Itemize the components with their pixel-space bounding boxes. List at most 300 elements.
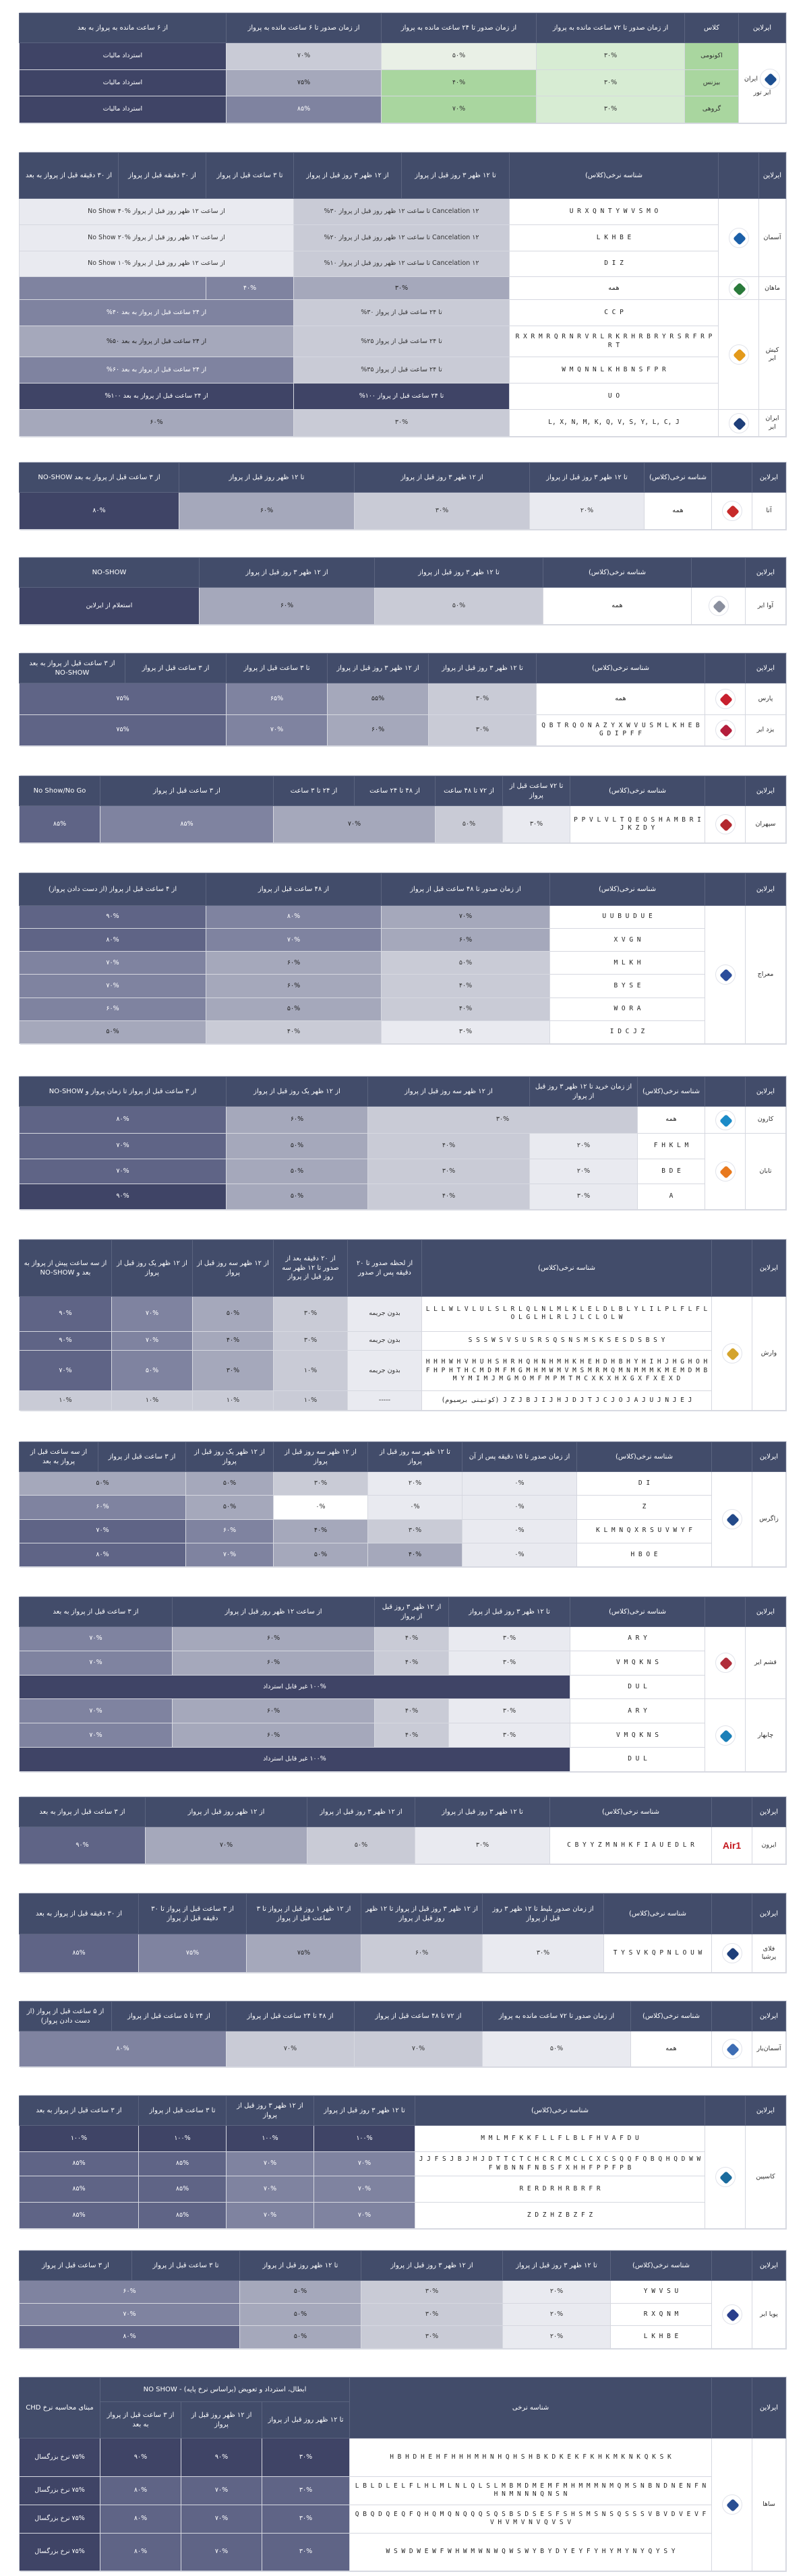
value-cell: ۷۵% نرخ بزرگسال xyxy=(20,2533,100,2571)
value-cell: ۶۰% xyxy=(328,714,429,746)
col-header: از ۳ ساعت قبل از پرواز به بعد NO-SHOW xyxy=(20,463,179,493)
airline-name: پویا ایر xyxy=(752,2281,786,2349)
col-header: از ۱۲ ظهر یک روز قبل از پرواز xyxy=(227,1077,368,1107)
class-cell: T Y S V K Q P N L O U W xyxy=(604,1934,712,1973)
value-cell: ۸۵% xyxy=(227,96,382,123)
logo-cell xyxy=(712,2281,752,2349)
logo-cell xyxy=(712,1472,752,1567)
value-cell: ۳۰% xyxy=(361,2303,503,2326)
class-cell: J Z J B J I J H J D J T J C J O J A J U J N J E J (کوتینی برسیوم) xyxy=(422,1391,712,1411)
value-cell: استرداد مالیات xyxy=(20,43,227,70)
logo-cell xyxy=(712,493,752,530)
value-cell: ۷۰% xyxy=(181,2505,262,2533)
col-header: ایرلاین xyxy=(746,776,786,806)
value-cell: ۷۰% xyxy=(20,2303,240,2326)
col-header: شناسه نرخی(کلاس) xyxy=(550,1798,712,1827)
value-cell: ۰% xyxy=(462,1543,577,1566)
table-iranair-tour xyxy=(20,12,787,124)
value-cell: Cancelation ۱۲ تا ساعت ۱۲ ظهر روز قبل از پرواز ۲۰% xyxy=(294,224,510,251)
col-header: شناسه نرخی(کلاس) xyxy=(510,153,719,199)
col-header: از زمان خرید تا ۱۲ ظهر ۳ روز قبل از پرواز xyxy=(530,1077,638,1107)
value-cell: ۷۰% xyxy=(382,906,550,929)
airline-name: ایرون xyxy=(752,1827,786,1864)
value-cell: ۵۰% xyxy=(227,1159,368,1184)
value-cell-empty xyxy=(20,277,206,300)
value-cell: ۸۵% xyxy=(139,2152,227,2176)
col-header: از ۱۲ ظهر ۱ روز قبل از پرواز تا ۳ ساعت قبل از پرواز xyxy=(247,1894,361,1934)
value-cell: ۸۰% xyxy=(20,2326,240,2349)
airline-name: معراج xyxy=(746,906,786,1044)
class-cell: اکونومی xyxy=(685,43,739,70)
value-cell: ۸۵% xyxy=(20,2152,139,2176)
value-cell: از ساعت ۱۲ ظهر روز قبل از پرواز No Show ۴۰% xyxy=(20,199,294,225)
value-cell: ۷۵% نرخ بزرگسال xyxy=(20,2476,100,2505)
airline-name: آوا ایر xyxy=(746,588,786,625)
col-header-group: ابطال، استرداد و تعویض (براساس نرخ پایه) - NO SHOW xyxy=(100,2378,350,2402)
value-cell: ۷۰% xyxy=(20,1519,186,1543)
value-cell: تا ۲۴ ساعت قبل از پرواز ۲۵% xyxy=(294,326,510,357)
class-cell: B Y S E xyxy=(550,975,705,998)
table-sepehran xyxy=(20,775,787,844)
col-header: تا ۱۲ ظهر سه روز قبل از پرواز xyxy=(368,1442,462,1472)
class-cell: Y W V S U xyxy=(611,2281,712,2304)
value-cell: Cancelation ۱۲ تا ساعت ۱۲ ظهر روز قبل از پرواز ۳۰% xyxy=(294,199,510,225)
col-header-logo xyxy=(712,1442,752,1472)
class-cell: A R Y xyxy=(570,1627,705,1651)
logo-cell xyxy=(705,1699,746,1772)
col-header: از ۱۲ ظهر ۳ روز قبل از پرواز xyxy=(328,654,429,683)
col-header: شناسه نرخی(کلاس) xyxy=(550,873,705,906)
value-cell: ۸۵% xyxy=(20,2176,139,2203)
value-cell: ۵۵% xyxy=(328,683,429,715)
col-header: از سه ساعت قبل از پرواز به بعد xyxy=(20,1442,98,1472)
col-header-logo xyxy=(692,558,746,588)
value-cell: ۶۵% xyxy=(227,683,328,715)
class-cell: B D E xyxy=(638,1159,705,1184)
airline-name: کاسپین xyxy=(746,2126,786,2229)
value-cell: ۳۰% xyxy=(449,1651,570,1675)
value-cell: ۳۰% xyxy=(294,277,510,300)
col-header: تا ۳ ساعت قبل از پرواز xyxy=(206,153,294,199)
col-header-logo xyxy=(712,2002,752,2031)
logo-cell xyxy=(719,300,759,410)
value-cell: ۳۰% xyxy=(503,806,570,843)
col-header: شناسه نرخی(کلاس) xyxy=(537,654,705,683)
class-cell: X V G N xyxy=(550,929,705,952)
col-header-logo xyxy=(712,1894,752,1934)
value-cell: ۸۵% xyxy=(20,1934,139,1973)
value-cell: ۳۰% xyxy=(449,1723,570,1748)
col-header: ایرلاین xyxy=(746,1077,786,1107)
airline-name: پارس xyxy=(746,683,786,715)
value-cell: ۷۰% xyxy=(181,2533,262,2571)
col-header: از ۳ ساعت قبل از پرواز تا زمان پرواز و NO-SHOW xyxy=(20,1077,227,1107)
value-cell: استعلام از ایرلاین xyxy=(20,588,200,625)
table-karon-taban xyxy=(20,1076,787,1210)
col-header: تا ۳ ساعت قبل از پرواز xyxy=(132,2251,240,2281)
col-header: از ۲۰ دقیقه بعد از صدور تا ۱۲ ظهر سه روز قبل از پرواز xyxy=(274,1240,348,1297)
value-cell: ۸۰% xyxy=(206,906,382,929)
col-header: از ۳۰ دقیقه قبل از پرواز به بعد xyxy=(20,153,119,199)
col-header: از ۱۲ ظهر سه روز قبل از پرواز xyxy=(193,1240,274,1297)
col-header: ایرلاین xyxy=(752,1894,786,1934)
value-cell: استرداد مالیات xyxy=(20,96,227,123)
value-cell: ۷۰% xyxy=(274,806,436,843)
value-cell: ۷۰% xyxy=(112,1297,193,1332)
col-header: شناسه نرخی(کلاس) xyxy=(415,2096,705,2126)
value-cell: ۳۰% xyxy=(262,2533,350,2571)
value-cell: ۵۰% xyxy=(20,1472,186,1496)
col-header: از ۳ ساعت قبل از پرواز xyxy=(125,654,227,683)
value-cell: ۷۵% xyxy=(20,683,227,715)
table-varesh xyxy=(20,1239,787,1411)
col-header: از ۳ ساعت قبل از پرواز xyxy=(98,1442,186,1472)
col-header: از ۴ ساعت قبل از پرواز (از دست دادن پرواز) xyxy=(20,873,206,906)
col-header: از زمان صدور بلیط تا ۱۲ ظهر ۳ روز قبل از پرواز xyxy=(483,1894,604,1934)
value-cell: ۱۰۰% xyxy=(227,2126,314,2152)
value-cell: ۲۰% xyxy=(530,493,645,530)
col-header: از زمان صدور تا ۷۲ ساعت مانده به پرواز xyxy=(537,13,685,43)
class-cell: V M Q K N S xyxy=(570,1723,705,1748)
class-cell: R X R M R Q R N R V R L R K R H R B R Y R S R F R P R T xyxy=(510,326,719,357)
value-cell: ۷۰% xyxy=(20,975,206,998)
col-header: ایرلاین xyxy=(752,1798,786,1827)
col-header: ایرلاین xyxy=(746,873,786,906)
value-cell: ۱۰۰% غیر قابل استرداد xyxy=(20,1675,570,1699)
flypersia-logo-icon xyxy=(722,1943,742,1963)
logo-cell xyxy=(705,1134,746,1210)
value-cell: ۵۰% xyxy=(20,1020,206,1043)
value-cell: ۷۰% xyxy=(227,2176,314,2203)
col-header-logo xyxy=(705,1597,746,1627)
value-cell: ۵۰% xyxy=(274,1543,368,1566)
value-cell: ۳۰% xyxy=(361,2326,503,2349)
table-airone xyxy=(20,1796,787,1865)
airline-name: ایران ایر تور xyxy=(744,75,771,96)
class-cell: D U L xyxy=(570,1748,705,1772)
value-cell: ۳۰% xyxy=(449,1699,570,1723)
table-qeshm-chabahar xyxy=(20,1596,787,1773)
class-cell: L L L W L V L U L S L R L Q L N L M L K L E L D L B L Y L I L P L F L F L O L G L H L R L J L C L O L W xyxy=(422,1297,712,1332)
logo-cell xyxy=(705,806,746,843)
col-header: از ۱۲ ظهر سه روز قبل از پرواز xyxy=(368,1077,530,1107)
class-cell: A R Y xyxy=(570,1699,705,1723)
value-cell: ۳۰% xyxy=(537,96,685,123)
value-cell: ۶۰% xyxy=(200,588,375,625)
value-cell: بدون جریمه xyxy=(348,1351,422,1391)
taban-logo-icon xyxy=(715,1161,736,1182)
value-cell: ۷۰% xyxy=(146,1827,307,1864)
class-cell: W O R A xyxy=(550,998,705,1020)
value-cell: ۳۰% xyxy=(415,1827,550,1864)
value-cell: ۷۰% xyxy=(227,2031,355,2067)
col-header: از ساعت ۱۲ ظهر روز قبل از پرواز xyxy=(173,1597,375,1627)
value-cell: ۸۰% xyxy=(20,1107,227,1134)
col-header: تا ۱۲ ظهر ۳ روز قبل از پرواز xyxy=(415,1798,550,1827)
value-cell: ۰% xyxy=(274,1496,368,1519)
value-cell: ۲۰% xyxy=(503,2303,611,2326)
value-cell: ۳۰% xyxy=(530,1184,638,1210)
col-header: شناسه نرخی(کلاس) xyxy=(645,463,712,493)
airline-name: کارون xyxy=(746,1107,786,1134)
value-cell: ۵۰% xyxy=(206,998,382,1020)
value-cell: ۶۰% xyxy=(20,2281,240,2304)
class-cell: R E R D R H R B R F R xyxy=(415,2176,705,2203)
value-cell: ۵۰% xyxy=(375,588,543,625)
logo-cell xyxy=(712,2439,752,2571)
logo-cell xyxy=(705,683,746,715)
value-cell: ۴۰% xyxy=(382,69,537,96)
col-header: شناسه نرخی(کلاس) xyxy=(604,1894,712,1934)
value-cell: ۷۰% xyxy=(20,1699,173,1723)
airline-name: آسمان xyxy=(759,199,786,277)
value-cell: ۳۰% xyxy=(274,1297,348,1332)
col-header: ایرلاین xyxy=(746,1597,786,1627)
class-cell: M L K H xyxy=(550,952,705,975)
col-header: از زمان صدور تا ۲۴ ساعت مانده به پرواز xyxy=(382,13,537,43)
value-cell: ۵۰% xyxy=(186,1496,274,1519)
value-cell: ۷۵% نرخ بزرگسال xyxy=(20,2505,100,2533)
value-cell: ۳۰% xyxy=(382,1020,550,1043)
col-header: تا ۱۲ ظهر روز قبل از پرواز xyxy=(262,2402,350,2439)
value-cell: ۴۰% xyxy=(382,975,550,998)
value-cell: ۷۰% xyxy=(181,2476,262,2505)
col-header: ایرلاین xyxy=(752,2251,786,2281)
value-cell: ۶۰% xyxy=(20,410,294,437)
value-cell: ۳۰% xyxy=(429,714,537,746)
class-cell: همه xyxy=(638,1107,705,1134)
logo-cell xyxy=(712,2031,752,2067)
zagros-logo-icon xyxy=(722,1509,742,1529)
col-header: شناسه نرخی(کلاس) xyxy=(570,776,705,806)
col-header: از ۶ ساعت مانده به پرواز به بعد xyxy=(20,13,227,43)
col-header: تا ۱۲ ظهر ۳ روز قبل از پرواز xyxy=(314,2096,415,2126)
value-cell: ۱۰% xyxy=(274,1391,348,1411)
pars-logo-icon xyxy=(715,689,736,709)
value-cell: ۹۰% xyxy=(20,1827,146,1864)
logo-cell xyxy=(712,1827,752,1864)
airline-name: یزد ایر xyxy=(746,714,786,746)
class-cell: همه xyxy=(543,588,692,625)
class-cell: C C P xyxy=(510,300,719,326)
table-avaair xyxy=(20,557,787,625)
varesh-logo-icon xyxy=(722,1343,742,1363)
value-cell: ۵۰% xyxy=(227,1134,368,1159)
col-header: ایرلاین xyxy=(746,558,786,588)
value-cell: ۹۰% xyxy=(20,1331,112,1351)
class-cell: بیزنس xyxy=(685,69,739,96)
class-cell: همه xyxy=(631,2031,712,2067)
col-header: از زمان صدور تا ۱۵ دقیقه پس از آن xyxy=(462,1442,577,1472)
value-cell: ۴۰% xyxy=(368,1184,530,1210)
col-header: از ۱۲ ظهر ۳ روز قبل از پرواز xyxy=(227,2096,314,2126)
iranairtour-logo-icon xyxy=(760,69,780,89)
class-cell: J J F S J B J H J D T T C T C H C R C M C L C X C S Q Q F Q B Q H Q D W W F W B N N F N B S F X H H F P P F P B xyxy=(415,2152,705,2176)
value-cell: ۱۰۰% xyxy=(20,2126,139,2152)
value-cell: ۸۵% xyxy=(100,806,274,843)
value-cell: ۳۰% xyxy=(262,2439,350,2477)
col-header-logo xyxy=(705,873,746,906)
class-cell: گروهی xyxy=(685,96,739,123)
col-header: از سه ساعت پیش از پرواز به بعد و NO-SHOW xyxy=(20,1240,112,1297)
class-cell: M M L M F K K F L L F L B L F H V A F D U xyxy=(415,2126,705,2152)
value-cell: ۵۰% xyxy=(382,43,537,70)
value-cell: ۳۰% xyxy=(274,1331,348,1351)
table-pars-yazd xyxy=(20,652,787,747)
value-cell: ۴۰% xyxy=(193,1331,274,1351)
value-cell: ۷۰% xyxy=(227,43,382,70)
value-cell: ۴۰% xyxy=(375,1651,449,1675)
col-header: از ۲۴ تا ۳ ساعت xyxy=(274,776,355,806)
value-cell: ۷۰% xyxy=(227,714,328,746)
airline-name: آسمان‌یار xyxy=(752,2031,786,2067)
col-header: تا ۱۲ ظهر ۳ روز قبل از پرواز xyxy=(375,558,543,588)
col-header-logo xyxy=(705,654,746,683)
col-header: کلاس xyxy=(685,13,739,43)
airline-name: کیش ایر xyxy=(759,300,786,410)
col-header: از ۴۸ ساعت قبل از پرواز xyxy=(206,873,382,906)
col-header: شناسه نرخی(کلاس) xyxy=(422,1240,712,1297)
col-header: ایرلاین xyxy=(739,13,786,43)
class-cell: Z D Z H Z B Z F Z xyxy=(415,2203,705,2229)
value-cell: تا ۲۴ ساعت قبل از پرواز ۳۵% xyxy=(294,357,510,384)
class-cell: H H H W H V H U H S H R H Q H N H M H K H E H D H B H Y H I H J H G H O H F H P H T H C M D M F M G M H M W M V M S M R M Q M N M M M K M E M D M B M Y M I M J M G M O M F M P M T M C X K X H X G X F X E X D xyxy=(422,1351,712,1391)
value-cell: تا ۲۴ ساعت قبل از پرواز ۳۰% xyxy=(294,300,510,326)
value-cell: ۸۰% xyxy=(100,2533,181,2571)
col-header: ایرلاین xyxy=(746,2096,786,2126)
logo-cell xyxy=(705,906,746,1044)
col-header-logo xyxy=(712,1240,752,1297)
table-meraj xyxy=(20,872,787,1045)
col-header: از لحظه صدور تا ۲۰ دقیقه پس از صدور xyxy=(348,1240,422,1297)
value-cell: ۸۰% xyxy=(100,2476,181,2505)
value-cell: ۷۵% نرخ بزرگسال xyxy=(20,2439,100,2477)
value-cell: ۸۵% xyxy=(139,2203,227,2229)
value-cell: ۶۰% xyxy=(382,929,550,952)
col-header: تا ۱۲ ظهر روز قبل از پرواز xyxy=(240,2251,361,2281)
value-cell: ۸۰% xyxy=(20,929,206,952)
table-asemanyar xyxy=(20,2000,787,2068)
value-cell: از ۲۴ ساعت قبل از پرواز به بعد ۵۰% xyxy=(20,326,294,357)
class-cell: L K H B E xyxy=(510,224,719,251)
class-cell: D U L xyxy=(570,1675,705,1699)
airline-name: آتا xyxy=(752,493,786,530)
class-cell: C B Y Y Z M N H K F I A U E D L R xyxy=(550,1827,712,1864)
col-header-logo xyxy=(712,2251,752,2281)
value-cell: ۷۰% xyxy=(314,2203,415,2229)
value-cell: ۹۰% xyxy=(100,2439,181,2477)
logo-cell xyxy=(712,1297,752,1411)
value-cell: ۷۰% xyxy=(206,929,382,952)
ata-logo-icon xyxy=(722,501,742,521)
table-zagros xyxy=(20,1441,787,1568)
col-header-logo xyxy=(719,153,759,199)
col-header: از ۷۲ تا ۴۸ ساعت قبل از پرواز xyxy=(355,2002,483,2031)
value-cell: ۳۰% xyxy=(449,1627,570,1651)
col-header: ایرلاین xyxy=(752,2002,786,2031)
airline-name: ایران ایر xyxy=(759,410,786,437)
value-cell: از ۲۴ ساعت قبل از پرواز به بعد ۴۰% xyxy=(20,300,294,326)
value-cell: ۵۰% xyxy=(436,806,503,843)
col-header-logo xyxy=(705,2096,746,2126)
col-header: شناسه نرخی(کلاس) xyxy=(543,558,692,588)
value-cell: ۷۰% xyxy=(382,96,537,123)
value-cell: ۰% xyxy=(462,1496,577,1519)
class-cell: W M Q N N L K H B N S F P R xyxy=(510,357,719,384)
table-aseman-group xyxy=(20,152,787,437)
col-header: از ۱۲ ظهر یک روز قبل از پرواز xyxy=(112,1240,193,1297)
value-cell: ۵۰% xyxy=(483,2031,631,2067)
value-cell: ۷۰% xyxy=(227,2152,314,2176)
airone-logo-icon: Air1 xyxy=(722,1839,742,1851)
value-cell: ۳۰% xyxy=(483,1934,604,1973)
value-cell: تا ۲۴ ساعت قبل از پرواز ۱۰۰% xyxy=(294,384,510,410)
airline-name: چابهار xyxy=(746,1699,786,1772)
value-cell: از ساعت ۱۲ ظهر روز قبل از پرواز No Show ۲۰% xyxy=(20,224,294,251)
karon-logo-icon xyxy=(715,1110,736,1130)
col-header: از ۱۲ ظهر ۳ روز قبل از پرواز xyxy=(200,558,375,588)
col-header: مبنای محاسبه نرخ CHD xyxy=(20,2378,100,2439)
logo-cell xyxy=(705,1627,746,1699)
col-header: از ۳ ساعت قبل از پرواز به بعد xyxy=(20,2096,139,2126)
value-cell: ۷۰% xyxy=(20,1723,173,1748)
col-header: از ۱۲ ظهر سه روز قبل از پرواز xyxy=(274,1442,368,1472)
value-cell: ۴۰% xyxy=(375,1699,449,1723)
logo-cell xyxy=(705,2126,746,2229)
value-cell: ۷۰% xyxy=(20,1159,227,1184)
value-cell: ۷۰% xyxy=(20,1627,173,1651)
value-cell: ۸۵% xyxy=(139,2176,227,2203)
class-cell: Q B T R Q O N A Z Y X W V U S M L K H E B G D I P F F xyxy=(537,714,705,746)
col-header: شناسه نرخی xyxy=(350,2378,712,2439)
value-cell: ۶۰% xyxy=(206,952,382,975)
col-header: از ۳۰ دقیقه قبل از پرواز xyxy=(119,153,206,199)
logo-cell xyxy=(719,277,759,300)
col-header: ایرلاین xyxy=(752,1442,786,1472)
value-cell: ۳۰% xyxy=(262,2476,350,2505)
col-header-logo xyxy=(705,776,746,806)
value-cell: ۵۰% xyxy=(240,2326,361,2349)
col-header-logo xyxy=(712,463,752,493)
airline-name: ماهان xyxy=(759,277,786,300)
col-header: ایرلاین xyxy=(752,463,786,493)
value-cell: ۷۰% xyxy=(20,952,206,975)
value-cell: از ساعت ۱۲ ظهر روز قبل از پرواز No Show ۱۰% xyxy=(20,251,294,277)
value-cell: ۳۰% xyxy=(193,1351,274,1391)
col-header-logo xyxy=(712,1798,752,1827)
col-header: تا ۷۲ ساعت قبل از پرواز xyxy=(503,776,570,806)
class-cell: K L M N Q X R S U V W Y F xyxy=(577,1519,712,1543)
col-header: از ۲۴ تا ۵ ساعت قبل از پرواز xyxy=(112,2002,227,2031)
value-cell: ۹۰% xyxy=(20,1184,227,1210)
qeshmair-logo-icon xyxy=(715,1653,736,1673)
value-cell: ۶۰% xyxy=(186,1519,274,1543)
value-cell: ۱۰% xyxy=(193,1391,274,1411)
table-kaspian xyxy=(20,2095,787,2230)
value-cell: ۹۰% xyxy=(181,2439,262,2477)
value-cell: ۵۰% xyxy=(240,2303,361,2326)
value-cell: ۷۵% xyxy=(227,69,382,96)
value-cell: ۴۰% xyxy=(375,1723,449,1748)
col-header: No Show/No Go xyxy=(20,776,100,806)
class-cell: Q B Q D Q E Q F Q H Q M Q N Q Q Q S Q S B S D S E S F S H S M S N S Q S S S V B V D V E V F V H V M V N V Q V S V xyxy=(350,2505,712,2533)
col-header-logo xyxy=(712,2378,752,2439)
col-header: تا ۱۲ ظهر ۳ روز قبل از پرواز xyxy=(402,153,510,199)
class-cell: U U B U D U E xyxy=(550,906,705,929)
class-cell: I D C J Z xyxy=(550,1020,705,1043)
value-cell: ۷۵% xyxy=(139,1934,247,1973)
class-cell: W S W D W E W F W H W M W N W Q W S W Y B Y D Y E Y F Y H Y M Y N Y Q Y S Y xyxy=(350,2533,712,2571)
